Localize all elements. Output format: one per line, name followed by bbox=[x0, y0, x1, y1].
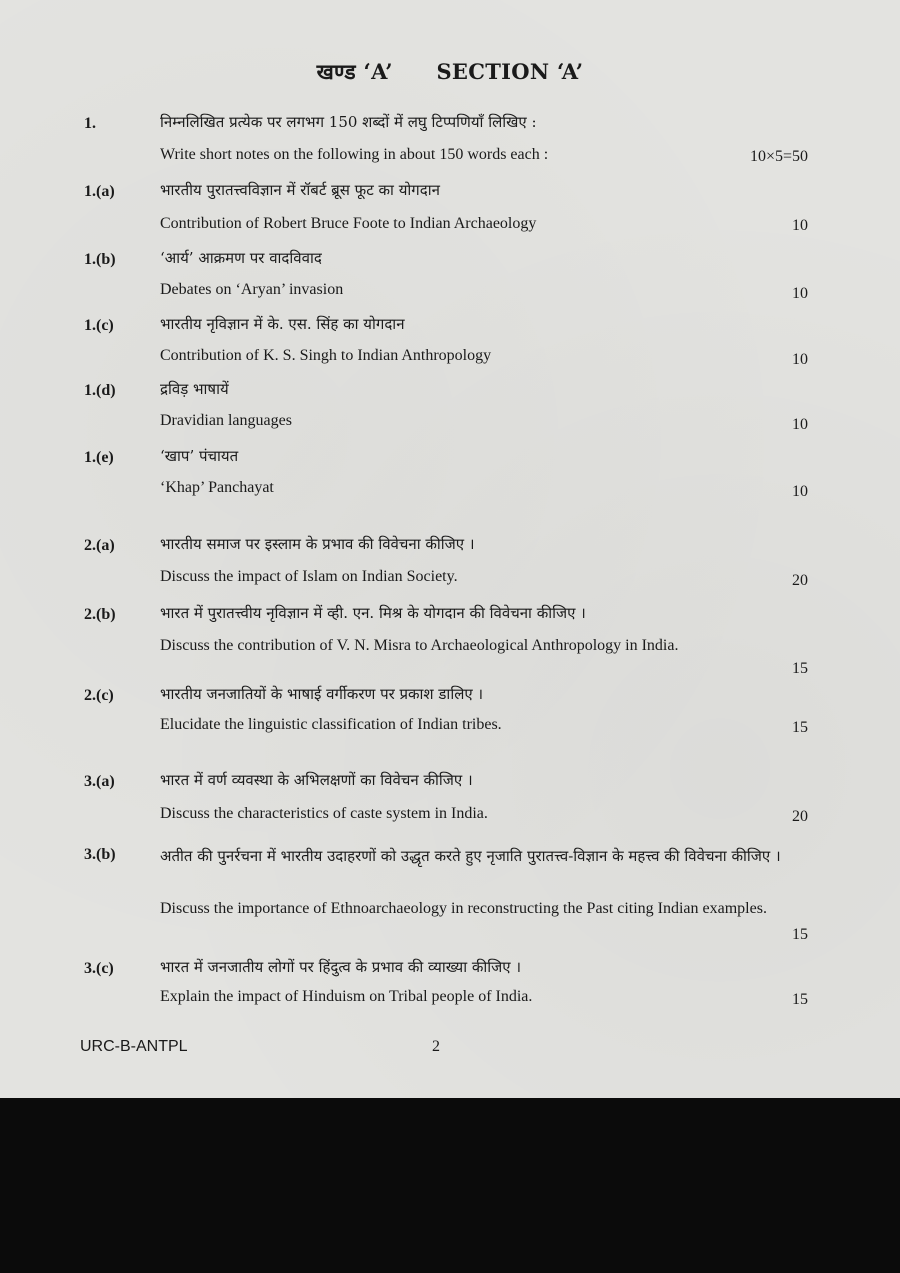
question-text-hindi: ‘आर्य’ आक्रमण पर वादविवाद bbox=[160, 249, 322, 267]
question-text-hindi: भारतीय समाज पर इस्लाम के प्रभाव की विवेचना कीजिए । bbox=[160, 535, 475, 553]
question-number: 1.(a) bbox=[84, 183, 115, 200]
question-number: 1.(e) bbox=[84, 449, 114, 466]
question-number: 1.(d) bbox=[84, 382, 116, 399]
question-marks: 10 bbox=[792, 416, 808, 433]
section-title-hindi: खण्ड ‘A’ bbox=[316, 59, 393, 84]
question-text-english: ‘Khap’ Panchayat bbox=[160, 479, 274, 496]
question-number: 3.(b) bbox=[84, 846, 116, 863]
question-text-hindi: अतीत की पुनर्रचना में भारतीय उदाहरणों को उद्धृत करते हुए नृजाति पुरातत्त्व-विज्ञान के महत्त्व की विवेचना कीजिए । bbox=[160, 847, 781, 865]
question-number: 2.(c) bbox=[84, 687, 114, 704]
question-text-hindi: भारतीय जनजातियों के भाषाई वर्गीकरण पर प्रकाश डालिए । bbox=[160, 685, 484, 703]
question-text-english: Debates on ‘Aryan’ invasion bbox=[160, 281, 344, 298]
question-text-english: Discuss the importance of Ethnoarchaeology in reconstructing the Past citing Indian examples. bbox=[160, 900, 767, 917]
paper-code: URC-B-ANTPL bbox=[80, 1038, 188, 1055]
section-heading bbox=[0, 58, 900, 86]
question-text-english: Contribution of K. S. Singh to Indian Anthropology bbox=[160, 347, 492, 364]
question-text-english: Discuss the impact of Islam on Indian Society. bbox=[160, 568, 458, 585]
question-text-english: Contribution of Robert Bruce Foote to Indian Archaeology bbox=[160, 215, 537, 232]
question-text-hindi: द्रविड़ भाषायें bbox=[160, 380, 229, 398]
page-number: 2 bbox=[432, 1038, 440, 1055]
question-marks: 10 bbox=[792, 483, 808, 500]
question-text-hindi: निम्नलिखित प्रत्येक पर लगभग 150 शब्दों में लघु टिप्पणियाँ लिखिए : bbox=[160, 113, 537, 131]
question-number: 3.(a) bbox=[84, 773, 115, 790]
question-text-hindi: भारत में वर्ण व्यवस्था के अभिलक्षणों का विवेचन कीजिए । bbox=[160, 771, 473, 789]
question-number: 3.(c) bbox=[84, 960, 114, 977]
section-title-english: SECTION ‘A’ bbox=[436, 59, 584, 84]
question-marks: 20 bbox=[792, 808, 808, 825]
question-marks: 15 bbox=[792, 991, 808, 1008]
question-marks: 10 bbox=[792, 285, 808, 302]
question-text-hindi: भारत में जनजातीय लोगों पर हिंदुत्व के प्रभाव की व्याख्या कीजिए । bbox=[160, 958, 522, 976]
question-marks: 10×5=50 bbox=[749, 148, 808, 165]
question-text-english: Elucidate the linguistic classification of Indian tribes. bbox=[160, 716, 502, 733]
question-text-english: Discuss the contribution of V. N. Misra to Archaeological Anthropology in India. bbox=[160, 637, 679, 654]
question-marks: 10 bbox=[792, 217, 808, 234]
question-text-hindi: भारतीय पुरातत्त्वविज्ञान में रॉबर्ट ब्रूस फूट का योगदान bbox=[160, 181, 440, 199]
question-number: 1. bbox=[84, 115, 96, 132]
question-marks: 10 bbox=[792, 351, 808, 368]
question-number: 1.(c) bbox=[84, 317, 114, 334]
question-number: 2.(b) bbox=[84, 606, 116, 623]
question-marks: 15 bbox=[792, 660, 808, 677]
scan-background bbox=[0, 1098, 900, 1273]
question-text-english: Write short notes on the following in about 150 words each : bbox=[160, 146, 549, 163]
question-text-hindi: भारत में पुरातत्त्वीय नृविज्ञान में व्ही. एन. मिश्र के योगदान की विवेचना कीजिए । bbox=[160, 604, 586, 622]
question-marks: 15 bbox=[792, 926, 808, 943]
question-text-english: Discuss the characteristics of caste system in India. bbox=[160, 805, 488, 822]
question-text-hindi: भारतीय नृविज्ञान में के. एस. सिंह का योगदान bbox=[160, 315, 405, 333]
question-text-english: Dravidian languages bbox=[160, 412, 292, 429]
question-text-english: Explain the impact of Hinduism on Tribal people of India. bbox=[160, 988, 533, 1005]
question-text-hindi: ‘खाप’ पंचायत bbox=[160, 447, 239, 465]
question-marks: 15 bbox=[792, 719, 808, 736]
question-number: 2.(a) bbox=[84, 537, 115, 554]
question-marks: 20 bbox=[792, 572, 808, 589]
question-number: 1.(b) bbox=[84, 251, 116, 268]
